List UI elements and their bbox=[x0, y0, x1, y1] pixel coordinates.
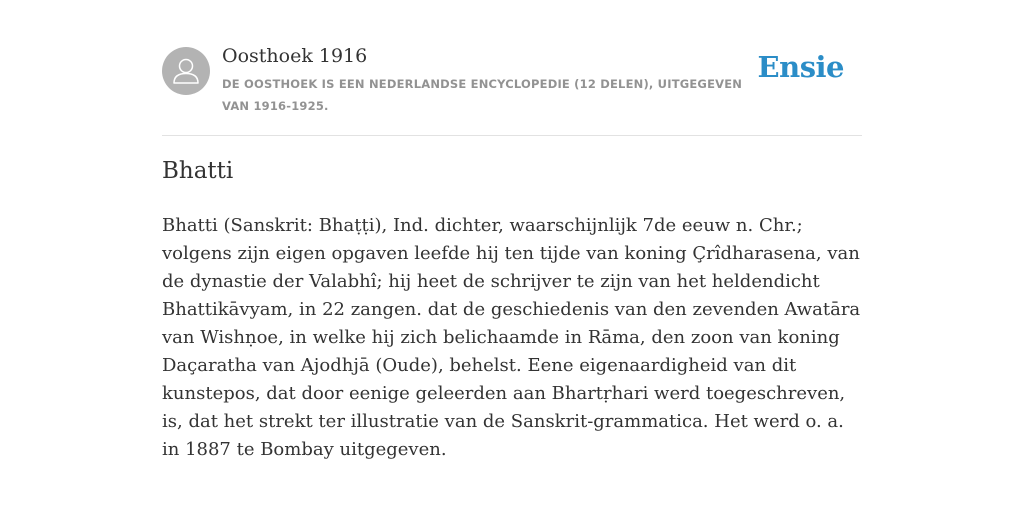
page-container bbox=[162, 0, 862, 460]
source-description: DE OOSTHOEK IS EEN NEDERLANDSE ENCYCLOPEDIE (12 DELEN), UITGEGEVEN VAN 1916-1925. bbox=[222, 77, 743, 113]
avatar bbox=[162, 47, 210, 95]
article-body: Bhatti (Sanskrit: Bhaṭṭi), Ind. dichter, waarschijnlijk 7de eeuw n. Chr.; volgens zijn eigen opgaven leefde hij ten tijde van koning Çrîdharasena, van de dynastie der Valabhî; hij heet de schrijver te zijn van het heldendicht Bhattikāvyam, in 22 zangen. dat de geschiedenis van den zevenden Awatāra van Wishṇoe, in welke hij zich belichaamde in Rāma, den zoon van koning Daçaratha van Ajodhjā (Oude), behelst. Eene eigenaardigheid van dit kunstepos, dat door eenige geleerden aan Bhartṛhari werd toegeschreven, is, dat het strekt ter illustratie van de Sanskrit-grammatica. Het werd o. a. in 1887 te Bombay uitgegeven. bbox=[162, 215, 861, 460]
article-title: Bhatti bbox=[162, 158, 234, 184]
user-icon bbox=[162, 47, 210, 95]
ensie-logo[interactable]: Ensie bbox=[757, 50, 844, 84]
source-header bbox=[162, 0, 862, 136]
source-title: Oosthoek 1916 bbox=[222, 45, 368, 67]
